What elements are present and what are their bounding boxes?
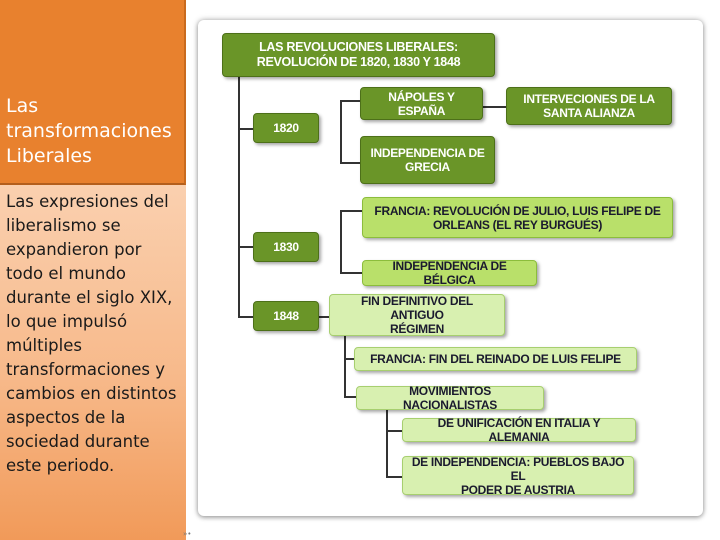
- title-line: Liberales: [6, 145, 92, 167]
- connector-1848-link: [319, 316, 329, 318]
- sidebar-header: [0, 0, 186, 185]
- napoles-label: NÁPOLES Y ESPAÑA: [388, 89, 455, 118]
- intervenciones-line: INTERVECIONES DE LA: [523, 92, 655, 106]
- connector-movimientos: [344, 396, 356, 398]
- independencia-line: DE INDEPENDENCIA: PUEBLOS BAJO EL: [411, 454, 625, 483]
- body-line: cambios en distintos: [6, 384, 177, 403]
- belgica-box: [362, 260, 537, 286]
- francia-1830-line: ORLEANS (EL REY BURGUÉS): [432, 217, 603, 232]
- body-line: lo que impulsó: [6, 312, 128, 331]
- grecia-line: GRECIA: [405, 160, 450, 174]
- slide-nav-marker[interactable]: »•: [183, 530, 192, 538]
- year-1830-box: [253, 232, 319, 262]
- unificacion-box: [402, 418, 636, 442]
- connector-napoles: [340, 100, 360, 102]
- connector-main-vertical: [238, 76, 240, 318]
- connector-1830: [238, 246, 254, 248]
- francia-1830-line: FRANCIA: REVOLUCIÓN DE JULIO, LUIS FELIPE DE: [374, 203, 661, 218]
- body-line: sociedad durante: [6, 432, 150, 451]
- year-1820-label: 1820: [273, 121, 299, 135]
- year-1848-label: 1848: [273, 309, 299, 323]
- year-1820-box: [253, 113, 319, 143]
- grecia-line: INDEPENDENCIA DE: [370, 146, 485, 160]
- diagram-card: [198, 20, 703, 516]
- connector-grecia: [340, 162, 360, 164]
- body-line: expandieron por: [6, 240, 142, 259]
- fin-antiguo-regimen-box: [329, 294, 505, 336]
- connector-francia-1830: [340, 210, 362, 212]
- year-1830-label: 1830: [273, 240, 299, 254]
- movimientos-nacionalistas-box: [356, 386, 544, 410]
- root-revoluciones-box: [222, 33, 495, 77]
- belgica-label: INDEPENDENCIA DE BÉLGICA: [392, 259, 507, 287]
- connector-francia-1848: [344, 358, 354, 360]
- body-line: transformaciones y: [6, 360, 165, 379]
- title-line: Las: [6, 95, 39, 117]
- connector-1820: [238, 128, 254, 130]
- title-line: transformaciones: [6, 120, 172, 142]
- root-line: LAS REVOLUCIONES LIBERALES:: [259, 40, 458, 54]
- movimientos-label: MOVIMIENTOS NACIONALISTAS: [403, 384, 497, 412]
- francia-1830-box: [362, 197, 673, 238]
- body-line: Las expresiones del: [6, 192, 169, 211]
- slide-body-text: [6, 190, 180, 478]
- unificacion-label: DE UNIFICACIÓN EN ITALIA Y ALEMANIA: [437, 416, 601, 444]
- intervenciones-box: [506, 87, 672, 125]
- body-line: liberalismo se: [6, 216, 121, 235]
- slide-sidebar: [0, 0, 186, 540]
- connector-belgica: [340, 272, 362, 274]
- fin-regimen-line: FIN DEFINITIVO DEL ANTIGUO: [361, 294, 473, 322]
- slide-title: [6, 94, 182, 169]
- connector-intervenciones: [482, 106, 506, 108]
- body-line: este periodo.: [6, 456, 115, 475]
- connector-1820-vertical: [340, 100, 342, 164]
- body-line: aspectos de la: [6, 408, 126, 427]
- body-line: durante el siglo XIX,: [6, 288, 173, 307]
- connector-fin-vertical: [344, 336, 346, 398]
- body-line: múltiples: [6, 336, 82, 355]
- year-1848-box: [253, 301, 319, 331]
- independencia-line: PODER DE AUSTRIA: [460, 482, 576, 497]
- francia-1848-box: [354, 347, 637, 371]
- body-line: todo el mundo: [6, 264, 126, 283]
- connector-1830-vertical: [340, 210, 342, 274]
- intervenciones-line: SANTA ALIANZA: [543, 106, 635, 120]
- grecia-box: [360, 136, 495, 184]
- root-line: REVOLUCIÓN DE 1820, 1830 Y 1848: [256, 55, 461, 69]
- connector-1848: [238, 316, 254, 318]
- independencia-austria-box: [402, 456, 634, 495]
- fin-regimen-line: RÉGIMEN: [390, 322, 444, 336]
- connector-independencia: [386, 476, 402, 478]
- connector-mov-vertical: [386, 408, 388, 478]
- francia-1848-label: FRANCIA: FIN DEL REINADO DE LUIS FELIPE: [370, 352, 621, 366]
- napoles-espana-box: [360, 87, 483, 120]
- connector-unificacion: [386, 430, 402, 432]
